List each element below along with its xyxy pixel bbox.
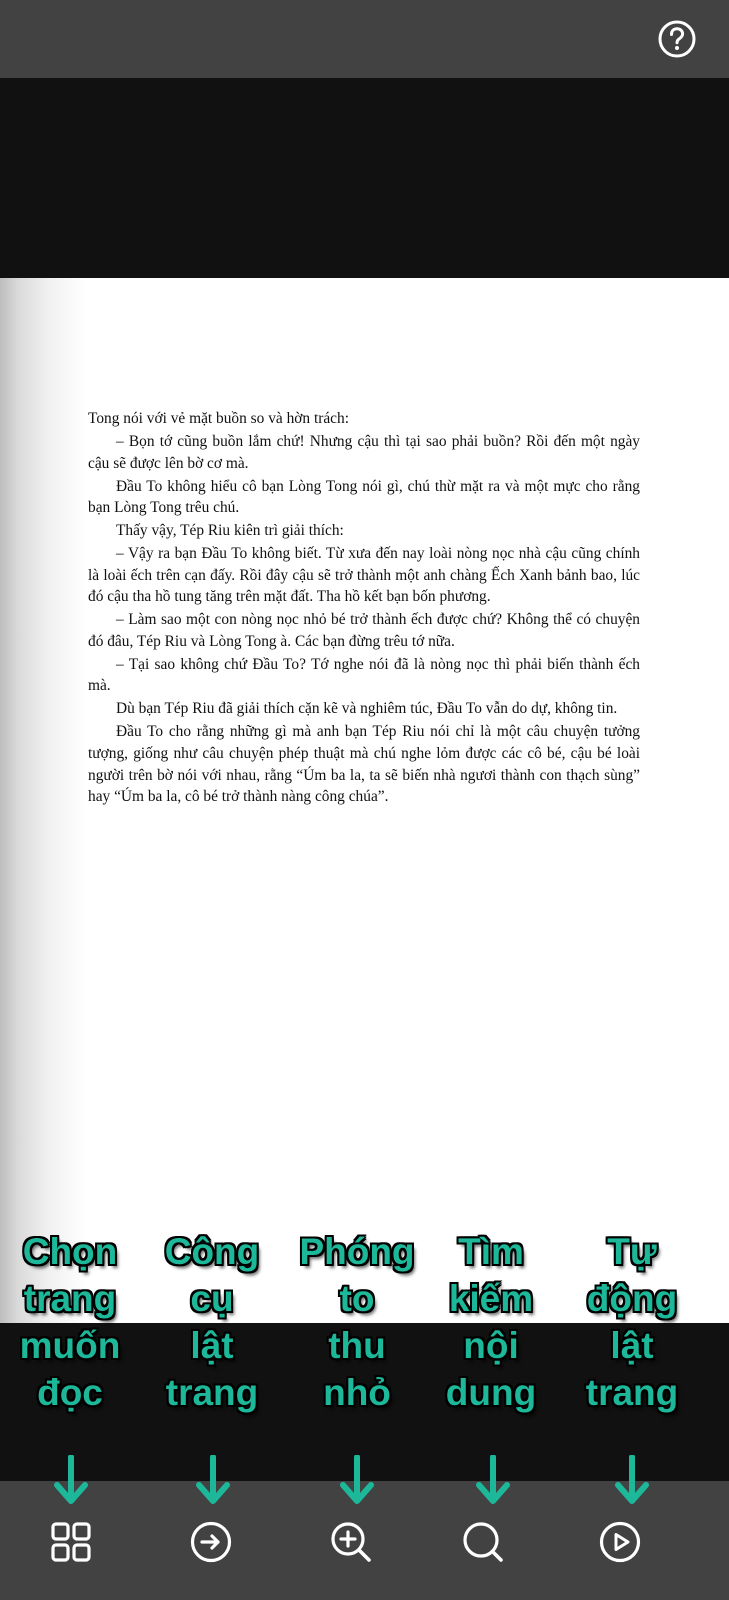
tip-label: trang <box>165 1372 259 1413</box>
tip-label: Tìm <box>458 1231 524 1272</box>
page-top-margin <box>0 78 729 278</box>
tip-label: lật <box>610 1325 654 1366</box>
tip-label: lật <box>190 1325 234 1366</box>
help-circle-icon <box>657 19 697 59</box>
tip-label: trang <box>23 1278 117 1319</box>
tip-label: trang <box>585 1372 679 1413</box>
tip-auto-flip <box>557 1228 707 1416</box>
zoom-in-icon <box>329 1520 373 1564</box>
page-paragraph: Dù bạn Tép Riu đã giải thích cặn kẽ và nghiêm túc, Đầu To vẫn do dự, không tin. <box>116 700 618 718</box>
tip-label: to <box>339 1278 375 1319</box>
tip-label: nội <box>463 1325 519 1366</box>
arrow-down-icon <box>612 1455 652 1507</box>
book-page[interactable] <box>0 278 729 1323</box>
auto-flip-button[interactable] <box>592 1514 648 1570</box>
arrow-down-icon <box>193 1455 233 1507</box>
arrow-right-circle-icon <box>189 1520 233 1564</box>
search-icon <box>461 1520 505 1564</box>
page-spine-shadow <box>0 278 86 1323</box>
arrow-down-icon <box>51 1455 91 1507</box>
page-paragraph: – Vậy ra bạn Đầu To không biết. Từ xưa đến nay loài nòng nọc nhà cậu cũng chính là loài ếch trên cạn đấy. Rồi đây cậu sẽ trở thành một anh chàng Ếch Xanh bảnh bao, lúc đó cậu tha hồ tung tăng trên mặt đất. Tha hồ kết bạn bốn phương. <box>88 545 640 606</box>
page-paragraph: – Làm sao một con nòng nọc nhỏ bé trở thành ếch được chứ? Không thể có chuyện đó đâu, Tép Riu và Lòng Tong à. Các bạn đừng trêu tớ nữa. <box>88 611 640 650</box>
help-button[interactable] <box>657 19 697 59</box>
tip-search <box>416 1228 566 1416</box>
tip-label: Chọn <box>22 1231 118 1272</box>
tip-label: động <box>586 1278 678 1319</box>
tip-label: kiếm <box>448 1278 534 1319</box>
page-flip-button[interactable] <box>183 1514 239 1570</box>
tip-select-page <box>0 1228 145 1416</box>
page-paragraph: Đầu To không hiểu cô bạn Lòng Tong nói gì, chú thừ mặt ra và một mực cho rằng bạn Lòng Tong trêu chú. <box>88 477 640 517</box>
arrow-down-icon <box>473 1455 513 1507</box>
search-button[interactable] <box>455 1514 511 1570</box>
tip-label: nhỏ <box>323 1372 391 1413</box>
page-paragraph: – Bọn tớ cũng buồn lắm chứ! Nhưng cậu thì tại sao phải buồn? Rồi đến một ngày cậu sẽ được lên bờ cơ mà. <box>88 432 640 472</box>
tip-label: Phóng <box>299 1231 415 1272</box>
page-paragraph: – Tại sao không chứ Đầu To? Tớ nghe nói đã là nòng nọc thì phải biến thành ếch mà. <box>88 655 640 695</box>
tip-label: dung <box>445 1372 537 1413</box>
tip-label: Tự <box>607 1231 657 1272</box>
tip-label: muốn <box>19 1325 121 1366</box>
zoom-button[interactable] <box>323 1514 379 1570</box>
tip-label: Công <box>164 1231 260 1272</box>
tip-zoom <box>282 1228 432 1416</box>
page-paragraph: Tong nói với vẻ mặt buồn so và hờn trách: <box>88 410 349 427</box>
tip-page-flip <box>137 1228 287 1416</box>
tip-label: cụ <box>190 1278 234 1319</box>
page-text <box>88 408 640 809</box>
page-paragraph: Đầu To cho rằng những gì mà anh bạn Tép Riu nói chỉ là một câu chuyện tưởng tượng, giống như câu chuyện phép thuật mà chú nghe lỏm được các cô bé, cậu bé loài người trên bờ nói với nhau, rằng “Úm ba la, ta sẽ biến nhà ngươi thành con thạch sùng” hay “Úm ba la, cô bé trở thành nàng công chúa”. <box>88 723 640 806</box>
page-paragraph: Thấy vậy, Tép Riu kiên trì giải thích: <box>116 522 344 540</box>
grid-icon <box>51 1522 91 1562</box>
select-page-button[interactable] <box>43 1514 99 1570</box>
play-circle-icon <box>598 1520 642 1564</box>
top-bar <box>0 0 729 78</box>
tip-label: thu <box>328 1325 386 1366</box>
arrow-down-icon <box>337 1455 377 1507</box>
tip-label: đọc <box>37 1372 103 1413</box>
